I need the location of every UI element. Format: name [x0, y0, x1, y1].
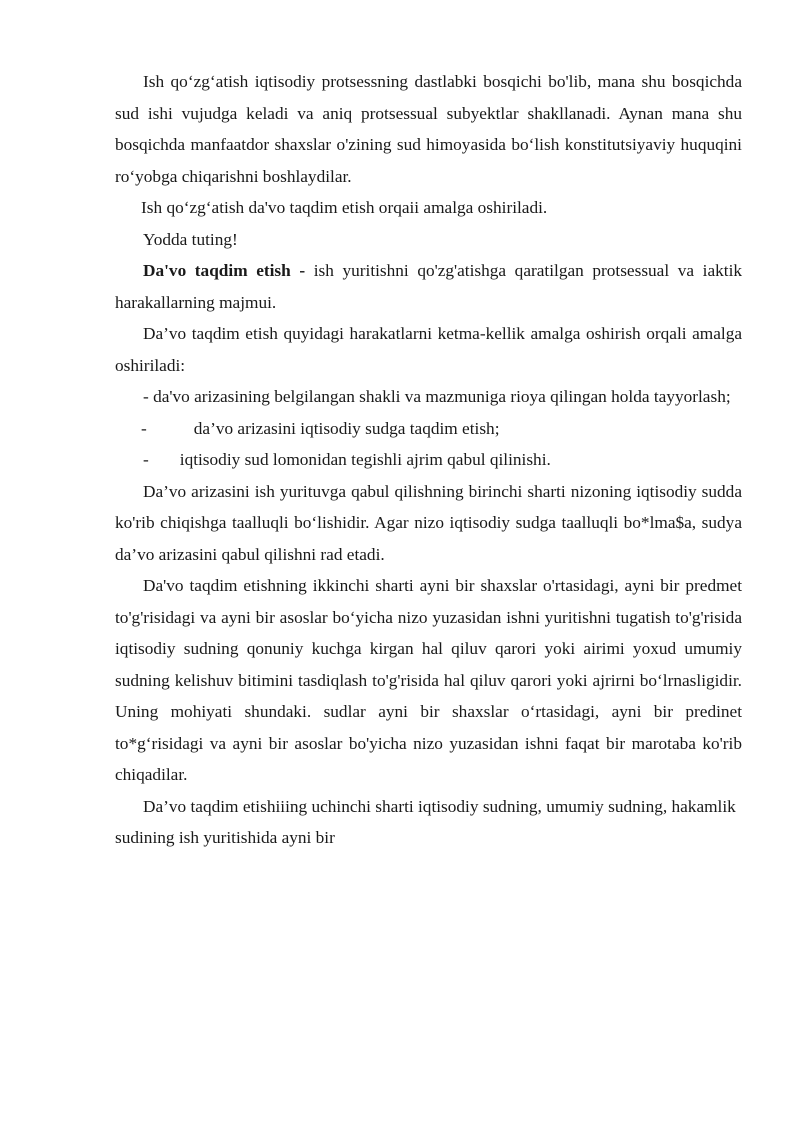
paragraph-remember-note: Yodda tuting!: [143, 229, 238, 249]
definition-text: ish yuritishni qo'zg'atishga qaratilgan protsessual va iaktik harakallarning majmui.: [115, 261, 743, 312]
list-dash: -: [141, 418, 147, 438]
paragraph-claim-filing: Ish qo‘zg‘atish da'vo taqdim etish orqaii amalga oshiriladi.: [141, 198, 548, 217]
document-page: [115, 66, 742, 854]
paragraph-action-prepare: - da'vo arizasining belgilangan shakli va mazmuniga rioya qilingan holda tayyorlash;: [143, 387, 731, 406]
paragraph-second-condition: Da'vo taqdim etishning ikkinchi sharti ayni bir shaxslar o'rtasidagi, ayni bir predmet to'g'risidagi va ayni bir asoslar bo‘yicha nizo yuzasidan ishni yuritishni tugatish to'g'risida iqtisodiy sudning qonuniy kuchga kirgan hal qiluv qarori yoki airimi yoxud umumiy sudning kelishuv bitimini tasdiqlash to'g'risida hal qiluv qarori yoki ajrirni bo‘lrnasligidir. Uning mohiyati shundaki. sudlar ayni bir shaxslar o‘rtasidagi, ayni bir predinet to*g‘risidagi va ayni bir asoslar bo'yicha nizo yuzasidan ishni faqat bir marotaba ko'rib chiqadilar.: [115, 576, 742, 784]
list-item: [115, 413, 742, 445]
paragraph-third-condition: Da’vo taqdim etishiiing uchinchi sharti iqtisodiy sudning, umumiy sudning, hakamlik sudining ish yuritishida ayni bir: [115, 796, 736, 847]
definition-term: Da'vo taqdim etish -: [143, 261, 306, 280]
list-item-text: iqtisodiy sud lomonidan tegishli ajrim qabul qilinishi.: [179, 450, 551, 469]
paragraph-definition: [115, 255, 742, 318]
list-item: [115, 444, 742, 476]
list-dash: -: [143, 450, 149, 469]
paragraph-first-condition: Da’vo arizasini ish yurituvga qabul qilishning birinchi sharti nizoning iqtisodiy sudda ko'rib chiqishga taalluqli bo‘lishidir. Agar nizo iqtisodiy sudga taalluqli bo*lma$a, sudya da’vo arizasini qabul qilishni rad etadi.: [115, 481, 742, 564]
list-item-text: da’vo arizasini iqtisodiy sudga taqdim etish;: [193, 418, 500, 438]
paragraph-intro: Ish qo‘zg‘atish iqtisodiy protsessning dastlabki bosqichi bo'lib, mana shu bosqichda sud ishi vujudga keladi va aniq protsessual subyektlar shakllanadi. Aynan mana shu bosqichda manfaatdor shaxslar o'zining sud himoyasida bo‘lish konstitutsiyaviy huquqini ro‘yobga chiqarishni boshlaydilar.: [115, 72, 742, 186]
paragraph-actions-intro: Da’vo taqdim etish quyidagi harakatlarni ketma-kellik amalga oshirish orqali amalga oshiriladi:: [115, 324, 742, 375]
